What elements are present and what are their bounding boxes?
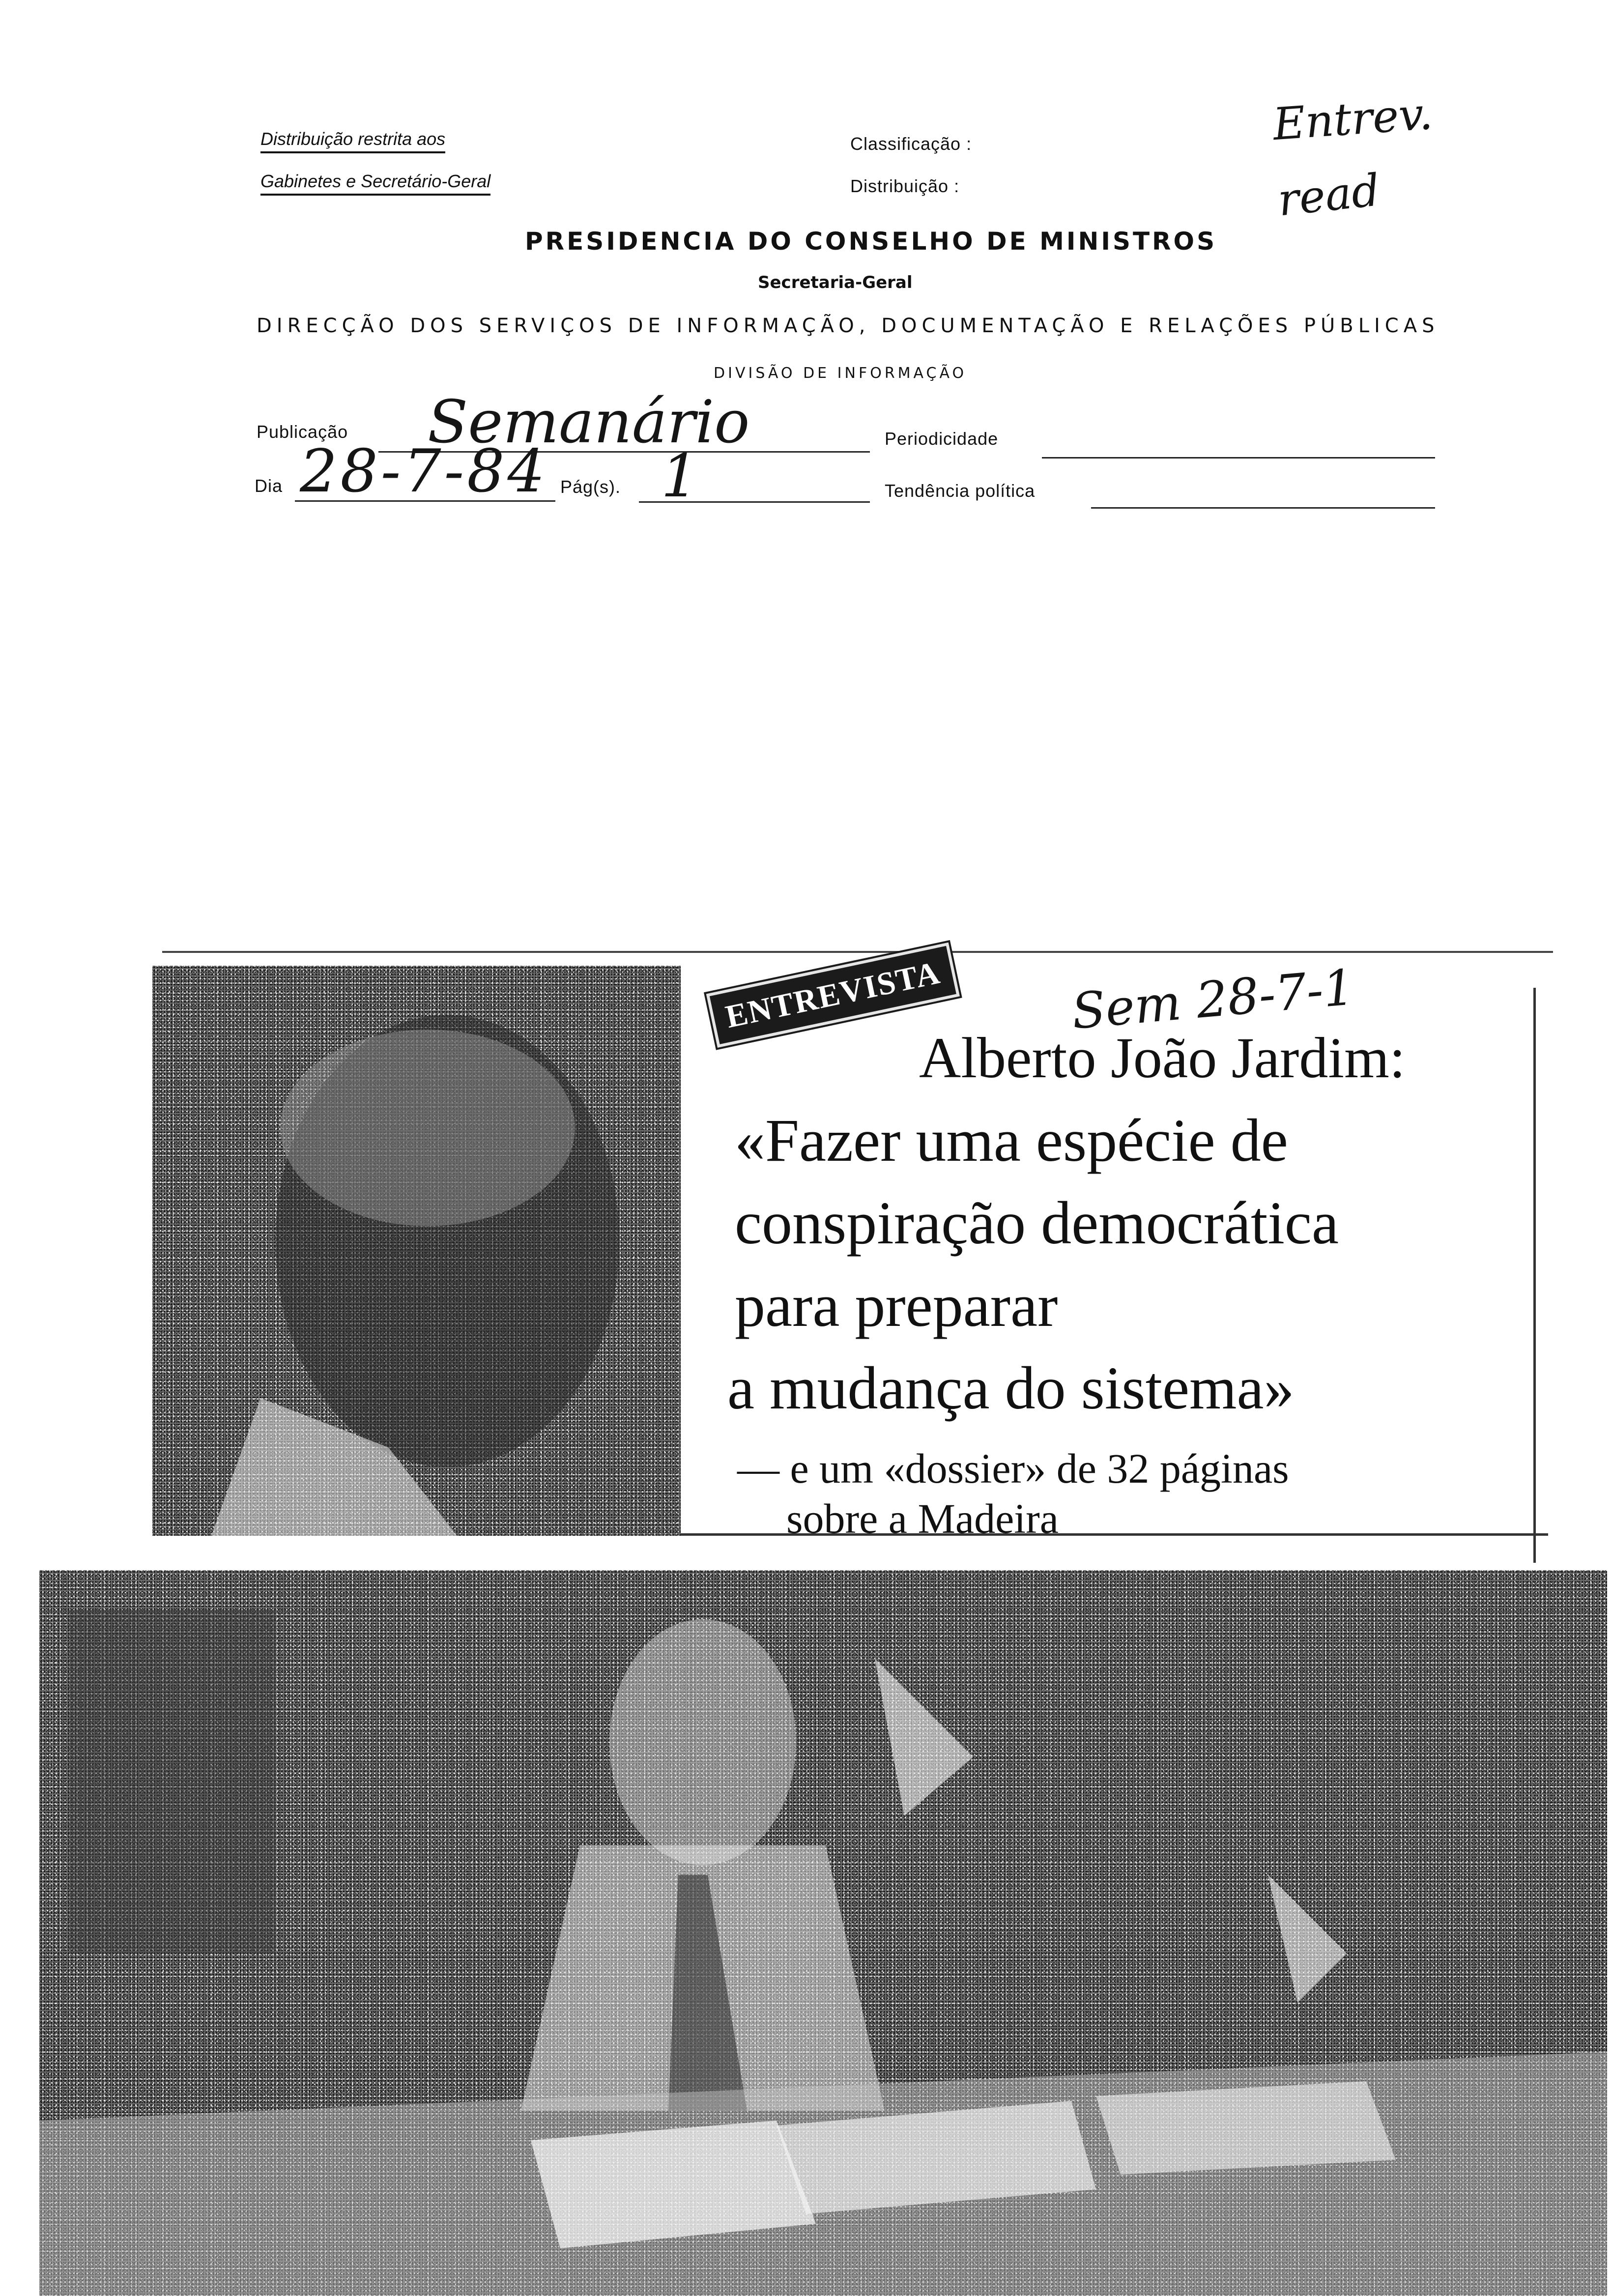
pags-handwritten-value: 1 — [661, 442, 699, 511]
distribution-restricted-line2: Gabinetes e Secretário-Geral — [260, 171, 490, 196]
periodicidade-line — [1042, 457, 1435, 459]
dia-label: Dia — [255, 476, 283, 496]
handwritten-corner-line2: read — [1275, 164, 1382, 227]
classificacao-label: Classificação : — [850, 134, 972, 154]
handwritten-corner-line1: Entrev. — [1271, 87, 1435, 151]
periodicidade-label: Periodicidade — [885, 429, 999, 449]
division-title: DIVISÃO DE INFORMAÇÃO — [714, 365, 967, 382]
presidency-title: PRESIDENCIA DO CONSELHO DE MINISTROS — [525, 227, 1217, 256]
handwritten-clipping-note: Sem 28-7-1 — [1069, 958, 1357, 1040]
entrevista-tag: ENTREVISTA — [706, 943, 960, 1048]
secretariat-subtitle: Secretaria-Geral — [758, 273, 913, 292]
headline-quote-line2: conspiração democrática — [735, 1189, 1339, 1257]
distribution-restricted-line1: Distribuição restrita aos — [260, 129, 445, 153]
publicacao-handwritten-value: Semanário — [428, 388, 750, 457]
clipping-top-rule — [162, 951, 1553, 953]
subheadline-line1: — e um «dossier» de 32 páginas — [737, 1445, 1289, 1492]
portrait-photo — [152, 966, 681, 1536]
headline-name: Alberto João Jardim: — [919, 1026, 1406, 1090]
dia-handwritten-value: 28-7-84 — [300, 437, 548, 506]
subheadline-line2: sobre a Madeira — [786, 1495, 1059, 1542]
pags-label: Pág(s). — [560, 477, 621, 497]
distribuicao-label: Distribuição : — [850, 176, 960, 196]
clipping-right-rule — [1533, 988, 1536, 1563]
headline-quote-line3: para preparar — [735, 1272, 1058, 1339]
desk-photo — [39, 1570, 1607, 2296]
headline-quote-line4: a mudança do sistema» — [727, 1354, 1295, 1422]
tendencia-line — [1091, 507, 1435, 509]
directorate-title: DIRECÇÃO DOS SERVIÇOS DE INFORMAÇÃO, DOCUMENTAÇÃO E RELAÇÕES PÚBLICAS — [257, 315, 1439, 337]
publicacao-label: Publicação — [257, 422, 348, 442]
headline-quote-line1: «Fazer uma espécie de — [735, 1107, 1288, 1174]
tendencia-label: Tendência política — [885, 481, 1036, 501]
